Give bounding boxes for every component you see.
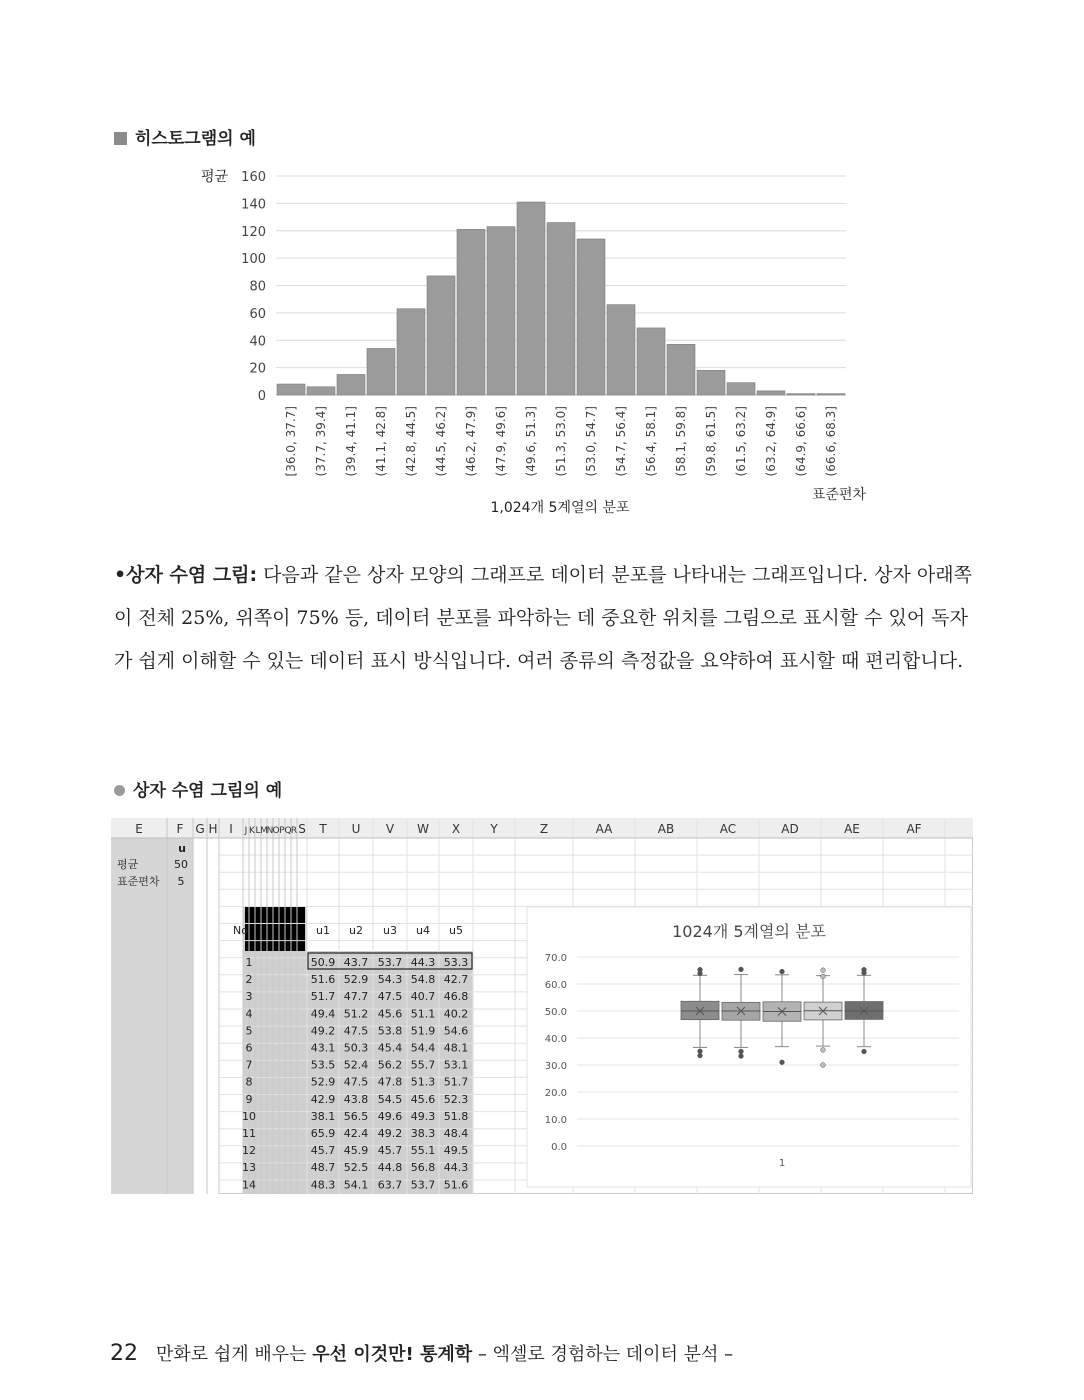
spreadsheet-screenshot: [111, 818, 973, 1194]
mean-value: 50: [174, 858, 188, 871]
histogram-y-tick-label: 80: [249, 279, 266, 295]
histogram-y-tick-label: 60: [249, 306, 266, 322]
histogram-bar: [697, 370, 725, 395]
data-cell: 50.9: [310, 956, 336, 969]
histogram-bar: [457, 229, 485, 395]
column-header: V: [385, 822, 395, 836]
data-cell: 49.6: [377, 1109, 403, 1123]
column-header: AC: [719, 822, 737, 836]
data-cell: 65.9: [310, 1127, 336, 1140]
histogram-bar: [607, 305, 635, 395]
data-cell: 43.8: [343, 1092, 369, 1106]
shaded-data-range: [307, 951, 473, 1194]
data-cell: 48.1: [443, 1041, 469, 1055]
outlier-point: [821, 968, 826, 973]
row-number: 12: [242, 1144, 256, 1158]
boxplot-y-tick-label: 70.0: [544, 953, 567, 964]
column-header: Z: [539, 822, 549, 836]
data-cell: 51.7: [310, 990, 336, 1004]
boxplot-chart-area: [527, 907, 971, 1187]
column-header: W: [417, 822, 429, 836]
square-bullet-icon: [114, 132, 127, 145]
column-header: L: [255, 826, 261, 836]
book-title: 우선 이것만! 통계학: [312, 1344, 473, 1365]
data-cell: 51.1: [410, 1007, 436, 1021]
column-header: R: [290, 826, 298, 836]
histogram-bar: [667, 344, 695, 395]
histogram-x-tick-label: (63.2, 64.9]: [764, 406, 778, 477]
column-header: O: [272, 826, 280, 836]
outlier-point: [739, 1049, 744, 1054]
data-cell: 47.5: [343, 1024, 369, 1038]
data-cell: 45.6: [410, 1092, 436, 1106]
u-header: u2: [349, 924, 363, 937]
black-header-block: [245, 907, 305, 951]
histogram-section-title: 히스토그램의 예: [114, 124, 256, 149]
column-header: AB: [657, 822, 675, 836]
column-header: AE: [844, 822, 860, 836]
histogram-bar: [577, 239, 605, 395]
data-cell: 40.7: [410, 990, 436, 1004]
data-cell: 51.2: [343, 1007, 369, 1021]
histogram-y-axis-label: 평균: [200, 169, 228, 185]
data-cell: 53.7: [410, 1178, 436, 1192]
description-paragraph: •상자 수염 그림: 다음과 같은 상자 모양의 그래프로 데이터 분포를 나타내는 그래프입니다. 상자 아래쪽이 전체 25%, 위쪽이 75% 등, 데이터 분포를 파악하는 데 중요한 위치를 그림으로 표시할 수 있어 독자가 쉽게 이해할 수 있는 데이터 표시 방식입니다. 여러 종류의 측정값을 요약하여 표시할 때 편리합니다.: [114, 564, 972, 672]
histogram-x-tick-label: (49.6, 51.3]: [524, 406, 538, 477]
data-cell: 47.5: [343, 1075, 369, 1089]
outlier-point: [821, 1047, 826, 1052]
data-cell: 45.7: [377, 1144, 403, 1158]
data-cell: 50.3: [343, 1041, 369, 1055]
data-cell: 51.3: [410, 1075, 436, 1089]
histogram-x-tick-label: (51.3, 53.0]: [554, 406, 568, 477]
data-cell: 52.9: [310, 1075, 336, 1089]
page-footer: [110, 1340, 733, 1366]
data-cell: 52.5: [343, 1161, 369, 1175]
histogram-y-tick-label: 0: [257, 389, 266, 404]
data-cell: 54.5: [377, 1092, 403, 1106]
outlier-point: [780, 969, 785, 974]
data-cell: 54.6: [443, 1024, 469, 1038]
data-cell: 56.5: [343, 1109, 369, 1123]
column-header: Y: [490, 822, 498, 836]
data-cell: 46.8: [443, 990, 469, 1004]
data-cell: 45.7: [310, 1144, 336, 1158]
data-cell: 38.3: [410, 1127, 436, 1140]
histogram-x-tick-label: (47.9, 49.6]: [494, 406, 508, 477]
histogram-y-tick-label: 140: [241, 197, 266, 213]
histogram-x-tick-label: (41.1, 42.8]: [374, 406, 388, 477]
column-header: M: [260, 826, 268, 836]
data-cell: 53.3: [443, 956, 469, 969]
data-cell: 47.8: [377, 1075, 403, 1089]
histogram-bar: [397, 309, 425, 395]
column-header: S: [298, 822, 306, 836]
data-cell: 42.9: [310, 1092, 336, 1106]
histogram-bar: [487, 227, 515, 395]
outlier-point: [698, 971, 703, 976]
bullet: •: [114, 564, 127, 586]
histogram-bar: [757, 391, 785, 395]
boxplot-section-title: 상자 수염 그림의 예: [114, 776, 282, 801]
u-header: u5: [449, 924, 463, 937]
histogram-corner-label: 표준편차: [811, 487, 866, 503]
data-cell: 56.8: [410, 1161, 436, 1175]
data-cell: 63.7: [377, 1178, 403, 1192]
data-cell: 56.2: [377, 1058, 403, 1072]
histogram-x-tick-label: (59.8, 61.5]: [704, 406, 718, 477]
data-cell: 45.9: [343, 1144, 369, 1158]
histogram-bar: [787, 394, 815, 395]
histogram-x-tick-label: (53.0, 54.7]: [584, 406, 598, 477]
row-number: 11: [242, 1127, 256, 1140]
data-cell: 51.6: [310, 973, 336, 987]
histogram-bar: [727, 383, 755, 395]
book-suffix: – 엑셀로 경험하는 데이터 분석 –: [472, 1344, 734, 1365]
data-cell: 47.7: [343, 990, 369, 1004]
row-number: 3: [245, 990, 253, 1004]
boxplot-title: 1024개 5계열의 분포: [672, 922, 826, 941]
data-cell: 44.3: [410, 956, 436, 969]
page-number: 22: [110, 1341, 138, 1366]
mean-label: 평균: [117, 858, 139, 871]
column-header: P: [279, 826, 285, 836]
data-cell: 54.4: [410, 1041, 436, 1055]
row-number: 9: [245, 1092, 253, 1106]
data-cell: 53.8: [377, 1024, 403, 1038]
boxplot-y-tick-label: 40.0: [544, 1034, 567, 1045]
data-cell: 43.7: [343, 956, 369, 969]
boxplot-y-tick-label: 60.0: [544, 980, 567, 991]
shaded-left-columns: [111, 838, 193, 1194]
data-cell: 54.8: [410, 973, 436, 987]
column-header: AD: [781, 822, 799, 836]
histogram-bar: [637, 328, 665, 395]
column-header: N: [266, 826, 274, 836]
histogram-x-tick-label: [36.0, 37.7]: [284, 406, 298, 477]
data-cell: 42.4: [343, 1127, 369, 1140]
row-number: 13: [242, 1161, 256, 1175]
column-header: E: [135, 822, 143, 836]
histogram-x-tick-label: (37.7, 39.4]: [314, 406, 328, 477]
column-header: AA: [595, 822, 613, 836]
data-cell: 49.4: [310, 1007, 336, 1021]
row-number: 6: [245, 1041, 253, 1055]
term: 상자 수염 그림: [126, 564, 250, 586]
data-cell: 48.3: [310, 1178, 336, 1192]
column-header: Q: [284, 826, 292, 836]
outlier-point: [739, 1054, 744, 1059]
data-cell: 52.9: [343, 973, 369, 987]
data-cell: 51.9: [410, 1024, 436, 1038]
boxplot-x-tick-label: 1: [778, 1158, 786, 1169]
data-cell: 45.6: [377, 1007, 403, 1021]
histogram-bar: [547, 223, 575, 395]
data-cell: 52.4: [343, 1058, 369, 1072]
data-cell: 53.1: [443, 1058, 469, 1072]
boxplot-y-tick-label: 10.0: [544, 1115, 567, 1126]
data-cell: 54.1: [343, 1178, 369, 1192]
histogram-y-tick-label: 100: [241, 252, 266, 268]
column-header: H: [208, 822, 218, 836]
column-header: X: [451, 822, 461, 836]
data-cell: 49.3: [410, 1109, 436, 1123]
data-cell: 55.7: [410, 1058, 436, 1072]
data-cell: 51.6: [443, 1178, 469, 1192]
data-cell: 49.5: [443, 1144, 469, 1158]
histogram-y-tick-label: 120: [241, 224, 266, 240]
histogram-x-tick-label: (42.8, 44.5]: [404, 406, 418, 477]
outlier-point: [698, 1053, 703, 1058]
data-cell: 53.7: [377, 956, 403, 969]
no-header: No: [233, 924, 248, 937]
column-header: F: [176, 822, 184, 836]
u-header: u3: [383, 924, 397, 937]
histogram-x-tick-label: (61.5, 63.2]: [734, 406, 748, 477]
boxplot-y-tick-label: 50.0: [544, 1007, 567, 1018]
outlier-point: [862, 971, 867, 976]
book-prefix: 만화로 쉽게 배우는: [156, 1344, 313, 1365]
data-cell: 53.5: [310, 1058, 336, 1072]
column-header: T: [319, 822, 327, 836]
data-cell: 43.1: [310, 1041, 336, 1055]
histogram-x-tick-label: (58.1, 59.8]: [674, 406, 688, 477]
data-cell: 40.2: [443, 1007, 469, 1021]
histogram-x-tick-label: (56.4, 58.1]: [644, 406, 658, 477]
data-cell: 42.7: [443, 973, 469, 987]
histogram-y-tick-label: 40: [249, 334, 266, 350]
column-header: K: [249, 826, 255, 836]
histogram-x-tick-label: (54.7, 56.4]: [614, 406, 628, 477]
data-cell: 44.3: [443, 1161, 469, 1175]
histogram-bar: [817, 394, 845, 395]
data-cell: 51.8: [443, 1109, 469, 1123]
sd-value: 5: [177, 875, 185, 888]
u-header: u1: [316, 924, 330, 937]
histogram-bar: [277, 384, 305, 395]
row-number: 8: [245, 1075, 253, 1089]
data-cell: 45.4: [377, 1041, 403, 1055]
boxplot-y-tick-label: 20.0: [544, 1088, 567, 1099]
histogram-bar: [367, 348, 395, 395]
column-header: U: [351, 822, 361, 836]
circle-bullet-icon: [114, 785, 125, 796]
column-header: AF: [906, 822, 922, 836]
u-header: u4: [416, 924, 430, 937]
paragraph-text: 다음과 같은 상자 모양의 그래프로 데이터 분포를 나타내는 그래프입니다. 상자 아래쪽이 전체 25%, 위쪽이 75% 등, 데이터 분포를 파악하는 데 중요한 위치를 그림으로 표시할 수 있어 독자가 쉽게 이해할 수 있는 데이터 표시 방식입니다. 여러 종류의 측정값을 요약하여 표시할 때 편리합니다.: [114, 564, 972, 672]
data-cell: 52.3: [443, 1092, 469, 1106]
outlier-point: [821, 1063, 826, 1068]
row-number: 14: [242, 1178, 256, 1192]
row-number: 5: [245, 1024, 253, 1038]
histogram-y-tick-label: 20: [249, 361, 266, 377]
histogram-x-axis-label: 1,024개 5계열의 분포: [490, 500, 630, 516]
column-header: I: [229, 822, 233, 836]
data-cell: 48.7: [310, 1161, 336, 1175]
boxplot-y-tick-label: 30.0: [544, 1061, 567, 1072]
f-header: u: [178, 842, 186, 855]
row-number: 2: [245, 973, 253, 987]
row-number: 7: [245, 1058, 253, 1072]
histogram-bar: [427, 276, 455, 395]
histogram-chart: [0, 150, 1084, 530]
histogram-x-tick-label: (39.4, 41.1]: [344, 406, 358, 477]
histogram-y-tick-label: 160: [241, 170, 266, 185]
data-cell: 44.8: [377, 1161, 403, 1175]
histogram-x-tick-label: (44.5, 46.2]: [434, 406, 448, 477]
row-number: 1: [245, 956, 253, 969]
histogram-x-tick-label: (64.9, 66.6]: [794, 406, 808, 477]
data-cell: 48.4: [443, 1127, 469, 1140]
outlier-point: [862, 1049, 867, 1054]
data-cell: 51.7: [443, 1075, 469, 1089]
data-cell: 49.2: [377, 1127, 403, 1140]
data-cell: 54.3: [377, 973, 403, 987]
sd-label: 표준편차: [117, 875, 160, 888]
histogram-bar: [307, 387, 335, 395]
data-cell: 55.1: [410, 1144, 436, 1158]
data-cell: 49.2: [310, 1024, 336, 1038]
histogram-bar: [337, 374, 365, 395]
column-header: J: [244, 826, 248, 836]
outlier-point: [821, 974, 826, 979]
column-header: G: [195, 822, 205, 836]
histogram-x-tick-label: (46.2, 47.9]: [464, 406, 478, 477]
histogram-bar: [517, 202, 545, 395]
outlier-point: [739, 967, 744, 972]
row-number: 10: [242, 1109, 256, 1123]
outlier-point: [780, 1060, 785, 1065]
boxplot-y-tick-label: 0.0: [551, 1142, 567, 1153]
row-number: 4: [245, 1007, 253, 1021]
histogram-x-tick-label: (66.6, 68.3]: [824, 406, 838, 477]
data-cell: 38.1: [310, 1109, 336, 1123]
data-cell: 47.5: [377, 990, 403, 1004]
